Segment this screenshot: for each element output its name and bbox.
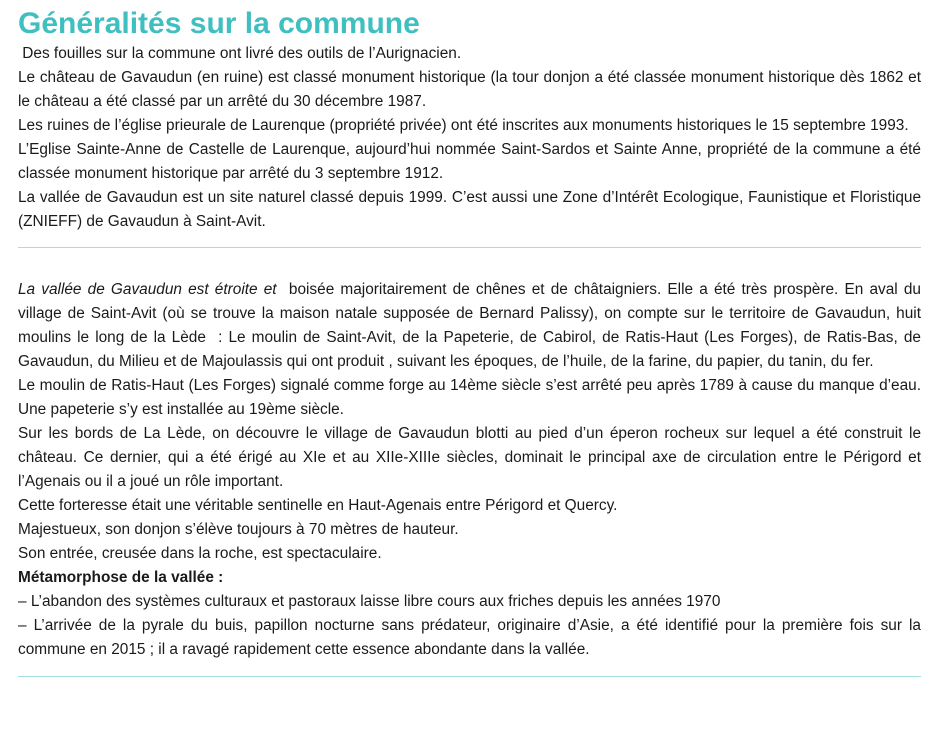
paragraph-forteresse: Cette forteresse était une véritable sentinelle en Haut-Agenais entre Périgord et Quercy. [18,497,618,514]
paragraph-eglise-sainte-anne: L’Eglise Sainte-Anne de Castelle de Laurenque, aujourd’hui nommée Saint-Sardos et Sainte Anne, propriété de la commune a été classée monument historique par arrêté du 3 septembre 1912. [18,141,921,182]
paragraph-eglise-prieurale: Les ruines de l’église prieurale de Laurenque (propriété privée) ont été inscrites aux monuments historiques le 15 septembre 1993. [18,117,909,134]
paragraph-chateau: Le château de Gavaudun (en ruine) est classé monument historique (la tour donjon a été classée monument historique dès 1862 et le château a été classé par un arrêté du 30 décembre 1987. [18,69,921,110]
section-divider [18,247,921,248]
page-title: Généralités sur la commune [18,7,420,40]
vallee-intro-rest: boisée majoritairement de chênes et de châtaigniers. Elle a été très prospère. En aval du village de Saint-Avit (où se trouve la maison natale supposée de Bernard Palissy), on compte sur le territoire de Gavaudun, huit moulins le long de la Lède : Le moulin de Saint-Avit, de la Papeterie, de Cabirol, de Ratis-Haut (Les Forges), de Ratis-Bas, de Gavaudun, du Milieu et de Majoulassis qui ont produit , suivant les époques, de l’huile, de la farine, du papier, du tanin, du fer. [18,281,926,370]
vallee-intro-italic: La vallée de Gavaudun est étroite et [18,281,277,298]
list-item-abandon: – L’abandon des systèmes culturaux et pastoraux laisse libre cours aux friches depuis les années 1970 [18,593,721,610]
list-item-pyrale: – L’arrivée de la pyrale du buis, papillon nocturne sans prédateur, originaire d’Asie, a été identifié pour la première fois sur la commune en 2015 ; il a ravagé rapidement cette essence abondante dans la vallée. [18,617,921,658]
subheading-metamorphose: Métamorphose de la vallée : [18,569,224,586]
paragraph-village-gavaudun: Sur les bords de La Lède, on découvre le village de Gavaudun blotti au pied d’un éperon rocheux sur lequel a été construit le château. Ce dernier, qui a été érigé au XIe et au XIIe-XIIIe siècles, dominait le principal axe de circulation entre le Périgord et l’Agenais ou il a joué un rôle important. [18,425,921,490]
section-divider-bottom [18,676,921,677]
section-generalites [18,42,921,234]
article [18,6,926,677]
paragraph-moulin-ratis: Le moulin de Ratis-Haut (Les Forges) signalé comme forge au 14ème siècle s’est arrêté peu après 1789 à cause du manque d’eau. Une papeterie s’y est installée au 19ème siècle. [18,377,921,418]
paragraph-vallee-site: La vallée de Gavaudun est un site naturel classé depuis 1999. C’est aussi une Zone d’Intérêt Ecologique, Faunistique et Floristique (ZNIEFF) de Gavaudun à Saint-Avit. [18,189,921,230]
paragraph-donjon: Majestueux, son donjon s’élève toujours à 70 mètres de hauteur. [18,521,459,538]
paragraph-vallee-intro [18,278,926,374]
paragraph-entree: Son entrée, creusée dans la roche, est spectaculaire. [18,545,382,562]
section-vallee [18,278,926,662]
paragraph-fouilles: Des fouilles sur la commune ont livré des outils de l’Aurignacien. [18,45,462,62]
